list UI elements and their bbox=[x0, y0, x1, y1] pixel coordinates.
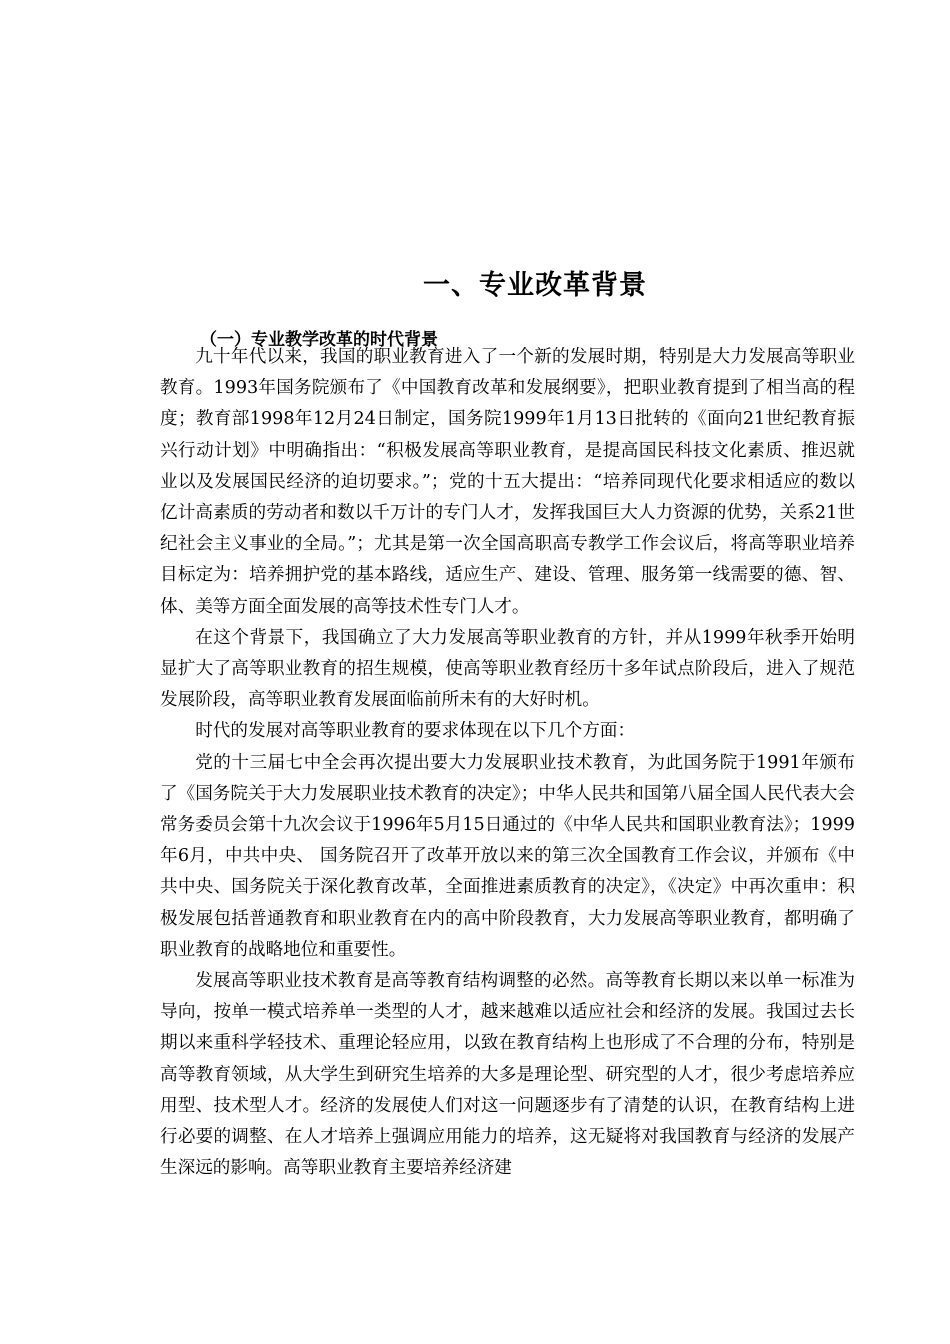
paragraph: 党的十三届七中全会再次提出要大力发展职业技术教育，为此国务院于1991年颁布了《国务院关于大力发展职业技术教育的决定》；中华人民共和国第八届全国人民代表大会常务委员会第十九次会议于1996年5月15日通过的《中华人民共和国职业教育法》；1999年6月，中共中央、 国务院召开了改革开放以来的第三次全国教育工作会议，并颁布《中共中央、国务院关于深化教育改革，全面推进素质教育的决定》，《决定》中再次重申：积极发展包括普通教育和职业教育在内的高中阶段教育，大力发展高等职业教育，都明确了职业教育的战略地位和重要性。 bbox=[160, 752, 855, 960]
paragraph: 九十年代以来，我国的职业教育进入了一个新的发展时期，特别是大力发展高等职业教育。1993年国务院颁布了《中国教育改革和发展纲要》，把职业教育提到了相当高的程度；教育部1998年12月24日制定，国务院1999年1月13日批转的《面向21世纪教育振兴行动计划》中明确指出：“积极发展高等职业教育，是提高国民科技文化素质、推迟就业以及发展国民经济的迫切要求。”；党的十五大提出：“培养同现代化要求相适应的数以亿计高素质的劳动者和数以千万计的专门人才，发挥我国巨大人力资源的优势，关系21世纪社会主义事业的全局。”；尤其是第一次全国高职高专教学工作会议后，将高等职业培养目标定为：培养拥护党的基本路线，适应生产、建设、管理、服务第一线需要的德、智、体、美等方面全面发展的高等技术性专门人才。 bbox=[160, 347, 855, 617]
subsection-title: （一）专业教学改革的时代背景 bbox=[200, 330, 438, 351]
section-title: 一、专业改革背景 bbox=[423, 270, 647, 302]
body-text bbox=[160, 342, 855, 1184]
paragraph: 在这个背景下，我国确立了大力发展高等职业教育的方针，并从1999年秋季开始明显扩大了高等职业教育的招生规模，使高等职业教育经历十多年试点阶段后，进入了规范发展阶段，高等职业教育发展面临前所未有的大好时机。 bbox=[160, 627, 855, 711]
paragraph: 时代的发展对高等职业教育的要求体现在以下几个方面： bbox=[195, 721, 636, 742]
paragraph: 发展高等职业技术教育是高等教育结构调整的必然。高等教育长期以来以单一标准为导向，按单一模式培养单一类型的人才，越来越难以适应社会和经济的发展。我国过去长期以来重科学轻技术、重理论轻应用，以致在教育结构上也形成了不合理的分布，特别是高等教育领域，从大学生到研究生培养的大多是理论型、研究型的人才，很少考虑培养应用型、技术型人才。经济的发展使人们对这一问题逐步有了清楚的认识，在教育结构上进行必要的调整、在人才培养上强调应用能力的培养，这无疑将对我国教育与经济的发展产生深远的影响。高等职业教育主要培养经济建 bbox=[160, 971, 855, 1179]
